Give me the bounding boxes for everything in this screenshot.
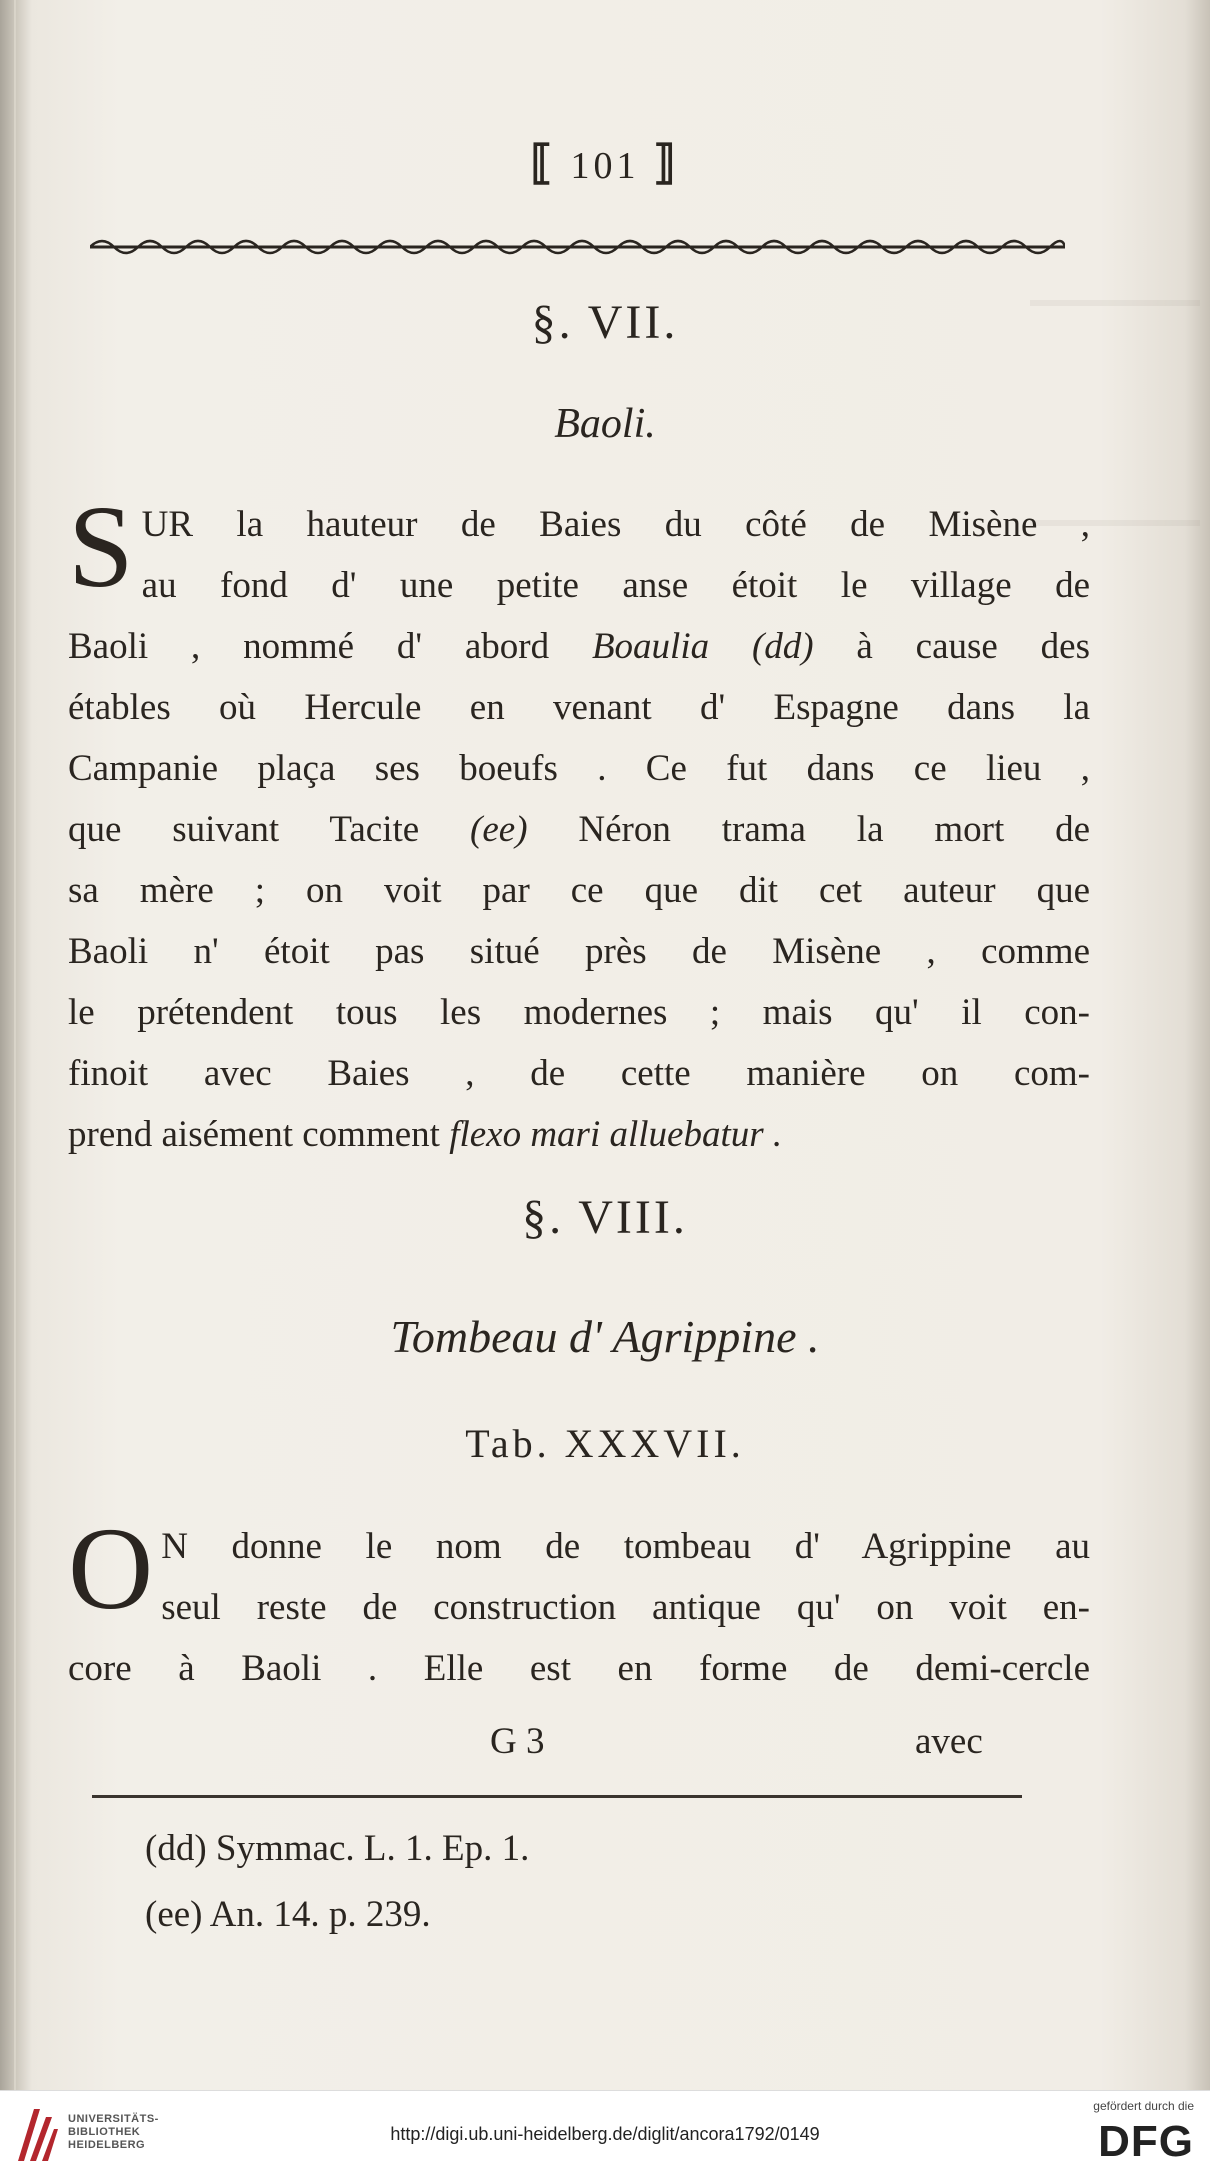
text-line: Baoli n' étoit pas situé près de Misène , comme <box>68 931 1090 972</box>
text-line-end: Néron trama la mort de <box>578 809 1091 850</box>
catchword: avec <box>915 1721 983 1762</box>
library-name-line: UNIVERSITÄTS- <box>68 2113 159 2125</box>
footnote-rule <box>92 1795 1022 1798</box>
text-line-start: que suivant Tacite <box>68 809 420 850</box>
text-line: sa mère ; on voit par ce que dit cet auteur que <box>68 870 1090 911</box>
drop-cap: S <box>68 481 134 612</box>
section-title-agrippine: Tombeau d' Agrippine . <box>390 1311 820 1362</box>
text-line: au fond d' une petite anse étoit le village de <box>141 565 1090 606</box>
text-line: N donne le nom de tombeau d' Agrippine au <box>161 1526 1090 1567</box>
section-heading-viii: §. VIII. <box>522 1191 688 1244</box>
italic-quote: flexo mari alluebatur . <box>449 1114 783 1155</box>
library-name-line: BIBLIOTHEK <box>68 2126 141 2138</box>
signature-mark: G 3 <box>490 1721 545 1762</box>
left-bracket-ornament: ⟦ <box>530 137 557 188</box>
paragraph-tombeau <box>68 1503 1090 1699</box>
section-heading-vii: §. VII. <box>531 296 679 349</box>
text-line: Campanie plaça ses boeufs . Ce fut dans ce lieu , <box>68 748 1090 789</box>
text-line-end: à cause des <box>856 626 1090 667</box>
footnote-reference: (ee) <box>470 809 528 850</box>
dfg-logo[interactable]: DFG <box>1098 2117 1194 2166</box>
section-title-baoli: Baoli. <box>554 401 656 447</box>
text-line: core à Baoli . Elle est en forme de demi-cercle <box>68 1648 1090 1689</box>
footnote-ee: (ee) An. 14. p. 239. <box>145 1894 431 1935</box>
text-line <box>68 799 1090 860</box>
text-line: finoit avec Baies , de cette manière on com- <box>68 1053 1090 1094</box>
text-line <box>68 1104 1090 1165</box>
page-number: 101 <box>570 145 640 187</box>
text-line: seul reste de construction antique qu' on voit en- <box>161 1587 1090 1628</box>
viewer-footer <box>0 2090 1210 2180</box>
plate-reference: Tab. XXXVII. <box>465 1421 745 1466</box>
funded-by-label: gefördert durch die <box>1093 2099 1194 2113</box>
text-line: le prétendent tous les modernes ; mais qu' il con- <box>68 992 1090 1033</box>
permalink-url[interactable]: http://digi.ub.uni-heidelberg.de/diglit/ancora1792/0149 <box>390 2124 820 2144</box>
paragraph-baoli <box>68 481 1091 1165</box>
text-line-start: Baoli , nommé d' abord <box>68 626 550 667</box>
library-name-line: HEIDELBERG <box>68 2139 146 2151</box>
text-line <box>68 616 1090 677</box>
italic-term: Boaulia (dd) <box>591 626 814 667</box>
text-line-start: prend aisément comment <box>68 1114 440 1155</box>
footnote-dd: (dd) Symmac. L. 1. Ep. 1. <box>145 1828 530 1869</box>
decorative-border-ornament <box>90 232 1065 262</box>
text-line: étables où Hercule en venant d' Espagne dans la <box>68 687 1090 728</box>
text-line: UR la hauteur de Baies du côté de Misène , <box>141 504 1090 545</box>
page-number-header <box>0 135 1210 189</box>
right-bracket-ornament: ⟧ <box>653 137 680 188</box>
drop-cap: O <box>68 1503 154 1634</box>
